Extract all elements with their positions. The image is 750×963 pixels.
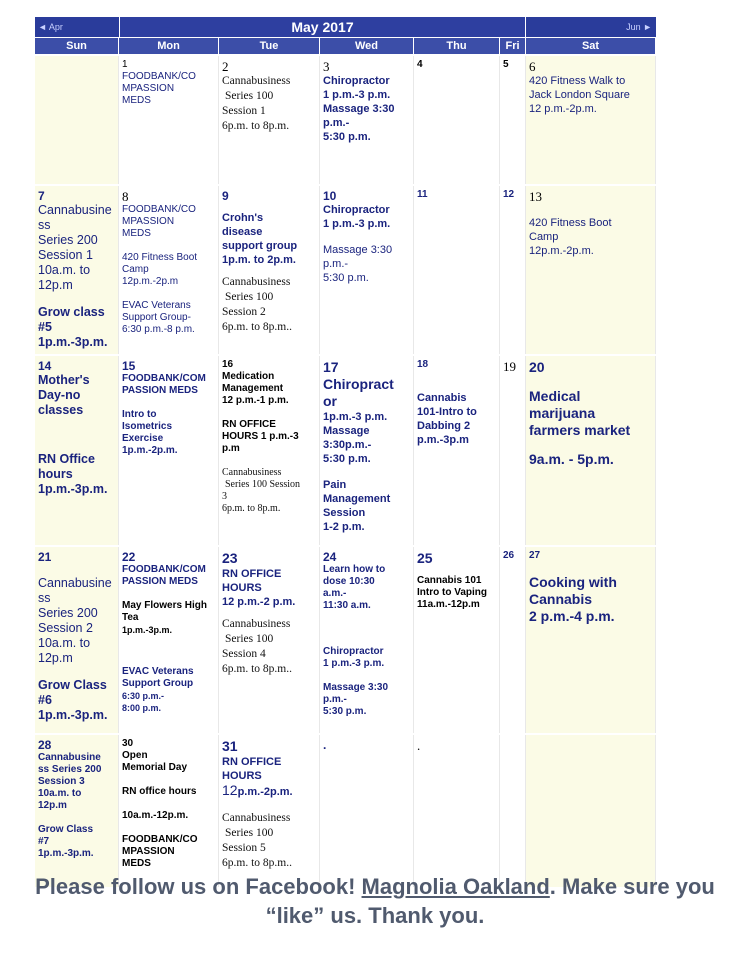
day-cell-4[interactable]	[414, 56, 500, 184]
event-text: ss	[38, 591, 51, 605]
footer-text: Please follow us on Facebook!	[35, 874, 362, 899]
day-cell-10[interactable]	[320, 186, 414, 354]
event-text: classes	[38, 403, 84, 417]
day-cell-11[interactable]	[414, 186, 500, 354]
event-text: 12 p.m.-2p.m.	[529, 103, 597, 115]
event-text: #5	[38, 320, 52, 334]
event-text: Medical	[529, 388, 581, 404]
event-text: Series 100	[225, 291, 274, 303]
event-text: RN OFFICE	[222, 756, 282, 768]
day-number: 18	[417, 359, 429, 370]
event-text: Session 1	[38, 248, 93, 262]
day-number: 28	[38, 738, 52, 752]
event-text: p.m.-	[323, 117, 350, 129]
event-text: 9a.m. - 5p.m.	[529, 451, 614, 467]
event-text: Pain	[323, 479, 347, 491]
event-text: PASSION MEDS	[122, 385, 198, 396]
event-text: Grow Class	[38, 824, 94, 835]
event-text: Cannabusiness	[222, 75, 291, 87]
event-text: Session 2	[38, 621, 93, 635]
day-cell-empty	[414, 735, 500, 887]
event-text: ss	[38, 218, 51, 232]
day-number: 15	[122, 359, 136, 373]
event-text: Chiropractor	[323, 204, 390, 216]
event-text: 12p.m	[38, 800, 67, 811]
prev-month-link[interactable]: ◄ Apr	[38, 22, 63, 32]
day-number: 30	[122, 738, 134, 749]
event-text: RN OFFICE	[222, 568, 282, 580]
event-text: MEDS	[122, 858, 151, 869]
event-text: Session	[323, 507, 366, 519]
event-text: 5:30 p.m.	[323, 131, 371, 143]
event-text: Grow class	[38, 305, 105, 319]
event-text: Support Group	[122, 678, 194, 689]
event-text: EVAC Veterans	[122, 666, 194, 677]
event-text: May Flowers High	[122, 600, 208, 611]
day-number: 1	[122, 59, 128, 70]
event-text: 6p.m. to 8p.m.	[222, 503, 281, 514]
day-cell-empty	[35, 56, 119, 184]
event-text: 10a.m.-12p.m.	[122, 810, 189, 821]
calendar	[35, 17, 656, 887]
day-cell-19[interactable]	[500, 356, 526, 545]
event-text: Cannabusine	[38, 576, 112, 590]
day-cell-27[interactable]	[526, 547, 656, 733]
event-text: 11a.m.-12p.m	[417, 599, 480, 610]
event-text: Session 4	[222, 648, 266, 660]
event-text: 12p.m	[38, 278, 73, 292]
event-text: 6p.m. to 8p.m..	[222, 663, 292, 675]
day-cell-24[interactable]	[320, 547, 414, 733]
event-text: Series 100	[225, 90, 274, 102]
day-number: 3	[323, 59, 330, 74]
facebook-link[interactable]: Magnolia Oakland	[361, 874, 550, 899]
day-cell-31[interactable]	[219, 735, 320, 887]
event-text: Camp	[529, 231, 559, 243]
event-text: Chiropractor	[323, 75, 390, 87]
event-text: Cannabusiness	[222, 276, 291, 288]
event-text: Cannabusine	[38, 752, 101, 763]
day-cell-21[interactable]	[35, 547, 119, 733]
event-text: FOODBANK/COM	[122, 564, 206, 575]
day-number: 23	[222, 550, 238, 566]
week-row	[35, 54, 656, 184]
event-text: 1p.m.-3p.m.	[38, 848, 94, 859]
event-text: 2 p.m.-4 p.m.	[529, 608, 615, 624]
event-text: Medication	[222, 371, 275, 382]
event-text: Cannabis	[529, 591, 593, 607]
event-text: 10a.m. to	[38, 263, 91, 277]
event-text: p.m.-	[323, 694, 347, 705]
day-cell-26[interactable]	[500, 547, 526, 733]
event-text: 1p.m. to 2p.m.	[222, 254, 296, 266]
event-text: Cannabusiness	[222, 618, 291, 630]
day-number: 31	[222, 738, 238, 754]
event-text: 11:30 a.m.	[323, 600, 371, 611]
day-number: 27	[529, 550, 541, 561]
day-cell-3[interactable]	[320, 56, 414, 184]
event-text: 1p.m.-3p.m.	[38, 482, 108, 496]
event-text: FOODBANK/CO	[122, 71, 196, 82]
footer-text: . Make sure you “like” us. Thank you.	[265, 874, 715, 928]
event-text: Series 200	[38, 606, 98, 620]
event-text: Chiropract	[323, 376, 394, 392]
day-number: 2	[222, 59, 229, 74]
day-number: .	[323, 738, 327, 752]
week-row	[35, 184, 656, 354]
week-row	[35, 354, 656, 545]
event-text: Learn how to	[323, 564, 386, 575]
event-text: FOODBANK/CO	[122, 204, 196, 215]
event-text: 6p.m. to 8p.m.	[222, 120, 290, 132]
day-number: 25	[417, 550, 433, 566]
day-cell-14[interactable]	[35, 356, 119, 545]
weekday-tue: Tue	[219, 38, 320, 54]
event-text: Dabbing 2	[417, 420, 471, 432]
day-cell-empty	[320, 735, 414, 887]
event-text: 1p.m.-3p.m.	[122, 625, 173, 635]
day-cell-9[interactable]	[219, 186, 320, 354]
day-cell-16[interactable]	[219, 356, 320, 545]
event-text: Management	[323, 493, 391, 505]
event-text: 1-2 p.m.	[323, 521, 365, 533]
event-text: 1 p.m.-3 p.m.	[323, 658, 385, 669]
day-number: 7	[38, 189, 45, 203]
event-text: Cannabis	[417, 392, 467, 404]
weekday-sat: Sat	[526, 38, 656, 54]
day-cell-6[interactable]	[526, 56, 656, 184]
event-text: 3	[222, 491, 227, 502]
event-text: Jack London Square	[529, 89, 630, 101]
event-text: 1p.m.-3p.m.	[38, 335, 108, 349]
day-number: 4	[417, 59, 423, 70]
event-text: hours	[38, 467, 73, 481]
week-row	[35, 545, 656, 733]
event-text: #7	[38, 836, 50, 847]
day-number: 20	[529, 359, 545, 375]
event-text: 12p.m	[38, 651, 73, 665]
event-text: 5:30 p.m.	[323, 453, 371, 465]
weekday-mon: Mon	[119, 38, 219, 54]
day-cell-17[interactable]	[320, 356, 414, 545]
day-cell-1[interactable]	[119, 56, 219, 184]
day-number: 22	[122, 550, 136, 564]
event-text: Intro to Vaping	[417, 587, 487, 598]
event-text: Session 5	[222, 842, 266, 854]
day-number: 8	[122, 189, 129, 204]
day-cell-7[interactable]	[35, 186, 119, 354]
event-text: 12p.m.-2p.m.	[529, 245, 594, 257]
event-text: ss Series 200	[38, 764, 102, 775]
event-text: p.m.-	[323, 258, 349, 270]
event-text: disease	[222, 226, 263, 238]
day-number: .	[417, 738, 421, 753]
day-number: 10	[323, 189, 337, 203]
day-number: 17	[323, 359, 339, 375]
event-text: HOURS	[222, 582, 262, 594]
event-text: Tea	[122, 612, 139, 623]
event-text: 420 Fitness Boot	[122, 252, 198, 263]
day-number: 19	[503, 359, 516, 374]
event-text: a.m.-	[323, 588, 347, 599]
day-cell-22[interactable]	[119, 547, 219, 733]
event-text: Memorial Day	[122, 762, 188, 773]
day-number: 5	[503, 59, 509, 70]
day-cell-5[interactable]	[500, 56, 526, 184]
event-text: 6p.m. to 8p.m..	[222, 857, 292, 869]
day-cell-empty	[500, 735, 526, 887]
event-text: Cannabusiness	[222, 812, 291, 824]
event-text: HOURS	[222, 770, 262, 782]
event-text: Cannabis 101	[417, 575, 482, 586]
event-text: Session 3	[38, 776, 85, 787]
event-text: Session 1	[222, 105, 266, 117]
weekday-wed: Wed	[320, 38, 414, 54]
event-text: Day-no	[38, 388, 81, 402]
event-text: or	[323, 393, 337, 409]
event-text: Series 100	[225, 633, 274, 645]
event-text: 1p.m.-3p.m.	[38, 708, 108, 722]
event-text: 8:00 p.m.	[122, 703, 162, 713]
day-cell-2[interactable]	[219, 56, 320, 184]
day-cell-30[interactable]	[119, 735, 219, 887]
day-cell-15[interactable]	[119, 356, 219, 545]
event-text: Series 200	[38, 233, 98, 247]
event-text: MEDS	[122, 228, 151, 239]
event-text: 10a.m. to	[38, 788, 82, 799]
event-text: 1 p.m.-3 p.m.	[323, 89, 391, 101]
event-text: 6p.m. to 8p.m..	[222, 321, 292, 333]
day-cell-20[interactable]	[526, 356, 656, 545]
event-text: support group	[222, 240, 298, 252]
day-number: 26	[503, 550, 515, 561]
day-cell-12[interactable]	[500, 186, 526, 354]
event-text: 420 Fitness Boot	[529, 217, 612, 229]
event-text: Intro to	[122, 409, 157, 420]
event-text: 5:30 p.m.	[323, 272, 369, 284]
event-text: RN office hours	[122, 786, 197, 797]
event-text: Open	[122, 750, 148, 761]
event-text: Support Group-	[122, 312, 191, 323]
calendar-nav	[35, 17, 656, 37]
event-text: Massage 3:30	[323, 244, 393, 256]
event-text: MPASSION	[122, 216, 175, 227]
day-number: 16	[222, 359, 234, 370]
event-text: Camp	[122, 264, 149, 275]
day-number: 9	[222, 189, 229, 203]
day-cell-25[interactable]	[414, 547, 500, 733]
day-number: 13	[529, 189, 542, 204]
event-text: Massage	[323, 425, 370, 437]
event-text: p.m.-3p.m	[417, 434, 469, 446]
event-text: 6:30 p.m.-8 p.m.	[122, 324, 195, 335]
event-text: 420 Fitness Walk to	[529, 75, 626, 87]
event-text: p.m	[222, 443, 240, 454]
event-text: farmers market	[529, 422, 631, 438]
event-text: 12	[222, 782, 238, 798]
event-text: Session 2	[222, 306, 266, 318]
weekday-sun: Sun	[35, 38, 119, 54]
day-cell-13[interactable]	[526, 186, 656, 354]
event-text: Management	[222, 383, 284, 394]
day-number: 6	[529, 59, 536, 74]
event-text: RN Office	[38, 452, 95, 466]
day-number: 24	[323, 550, 337, 564]
day-number: 12	[503, 189, 515, 200]
event-text: 3:30p.m.-	[323, 439, 372, 451]
event-text: 101-Intro to	[417, 406, 477, 418]
event-text: 1p.m.-2p.m.	[122, 445, 178, 456]
event-text: Cannabusine	[38, 203, 112, 217]
event-text: 5:30 p.m.	[323, 706, 367, 717]
event-text: Grow Class	[38, 678, 107, 692]
event-text: Series 100 Session	[225, 479, 300, 490]
event-text: EVAC Veterans	[122, 300, 191, 311]
event-text: FOODBANK/CO	[122, 834, 198, 845]
event-text: MPASSION	[122, 846, 175, 857]
event-text: Isometrics	[122, 421, 173, 432]
weekday-thu: Thu	[414, 38, 500, 54]
event-text: 6:30 p.m.-	[122, 691, 165, 701]
event-text: PASSION MEDS	[122, 576, 198, 587]
footer-message	[30, 872, 720, 930]
event-text: Crohn's	[222, 212, 264, 224]
event-text: Cannabusiness	[222, 467, 282, 478]
event-text: HOURS 1 p.m.-3	[222, 431, 299, 442]
event-text: MPASSION	[122, 83, 175, 94]
event-text: Cooking with	[529, 574, 617, 590]
event-text: Mother's	[38, 373, 90, 387]
event-text: 1p.m.-3 p.m.	[323, 411, 388, 423]
next-month-link[interactable]: Jun ►	[626, 22, 652, 32]
week-row	[35, 733, 656, 887]
event-text: Massage 3:30	[323, 682, 389, 693]
day-number: 14	[38, 359, 52, 373]
day-cell-empty	[526, 735, 656, 887]
event-text: 10a.m. to	[38, 636, 91, 650]
event-text: FOODBANK/COM	[122, 373, 206, 384]
event-text: p.m.-2p.m.	[237, 786, 293, 798]
day-cell-18[interactable]	[414, 356, 500, 545]
event-text: #6	[38, 693, 52, 707]
event-text: Series 100	[225, 827, 274, 839]
event-text: dose 10:30	[323, 576, 375, 587]
weekday-fri: Fri	[500, 38, 526, 54]
month-title: May 2017	[119, 17, 526, 37]
event-text: Massage 3:30	[323, 103, 395, 115]
event-text: 12 p.m.-1 p.m.	[222, 395, 289, 406]
day-cell-8[interactable]	[119, 186, 219, 354]
event-text: Exercise	[122, 433, 164, 444]
day-number: 11	[417, 189, 428, 200]
weekday-header	[35, 38, 656, 54]
event-text: RN OFFICE	[222, 419, 276, 430]
event-text: 1 p.m.-3 p.m.	[323, 218, 391, 230]
day-cell-28[interactable]	[35, 735, 119, 887]
event-text: MEDS	[122, 95, 151, 106]
event-text: Chiropractor	[323, 646, 384, 657]
event-text: 12p.m.-2p.m	[122, 276, 179, 287]
event-text: marijuana	[529, 405, 596, 421]
day-cell-23[interactable]	[219, 547, 320, 733]
event-text: 12 p.m.-2 p.m.	[222, 596, 296, 608]
day-number: 21	[38, 550, 52, 564]
